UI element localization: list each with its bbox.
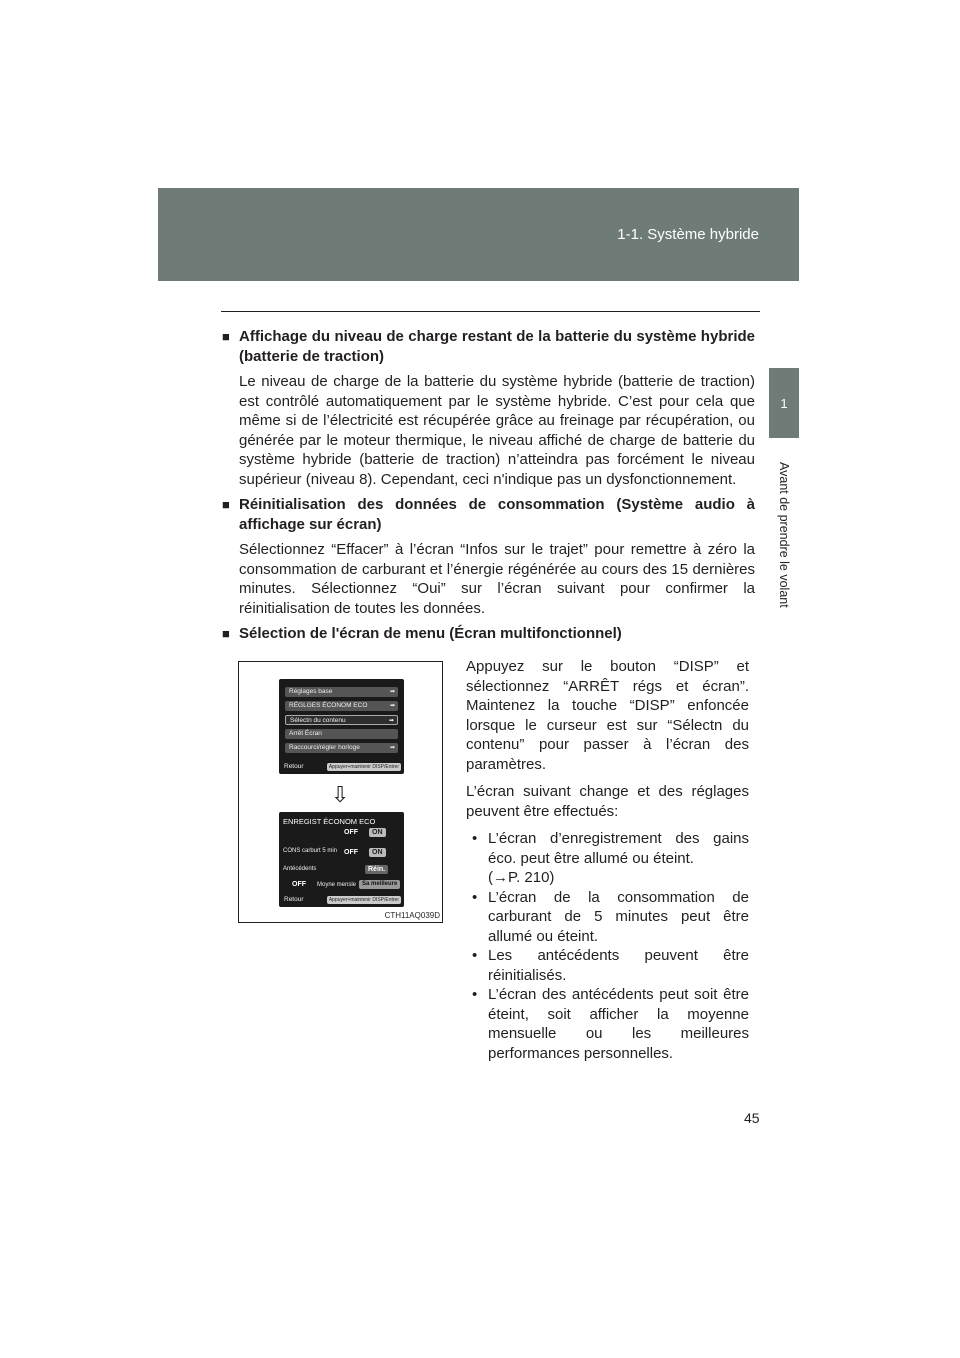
arrow-right-icon: ➡ [388,718,394,724]
square-bullet-icon: ■ [222,497,230,512]
eco-on-chip: ON [369,828,386,837]
fuel-5min-label: CONS carburt 5 min [283,848,338,854]
fuel-on-chip: ON [369,848,386,857]
menu-instructions [466,657,749,1063]
chapter-title: Avant de prendre le volant [777,462,791,608]
menu-screen-figure [238,661,443,923]
section-title: 1-1. Système hybride [617,226,759,243]
section-heading-battery: ■ Affichage du niveau de charge restant de la batterie du système hybride (batterie de traction) [222,328,755,365]
main-content [222,327,755,650]
hold-disp-hint: Appuyer+maintenir DISP/Entrer [328,897,399,903]
down-arrow-icon: ⇩ [331,782,350,807]
arrow-right-icon: ➡ [389,689,395,695]
section-body-reset: Sélectionnez “Effacer” à l’écran “Infos sur le trajet” pour remettre à zéro la consommation de carburant et l’énergie régénérée au cours des 15 dernières minutes. Sélectionnez “Oui” sur l’écran suivant pour confirmer la réinitialisation de toutes les données. [239,541,755,617]
chapter-number-tab: 1 [769,368,799,438]
history-label: Antécédents [283,866,317,872]
settings-menu-screen [279,679,404,774]
eco-off-chip: OFF [344,829,358,836]
list-item: • L’écran d’enregistrement des gains éco. peut être allumé ou éteint. (→P. 210) [466,829,749,888]
square-bullet-icon: ■ [222,329,230,344]
header-band [158,188,799,281]
list-item: • Les antécédents peuvent être réinitialisés. [466,946,749,985]
settings-bullet-list [466,829,749,1063]
menu-item-basic-settings: Réglages base ➡ [285,687,398,697]
arrow-right-icon: ➡ [389,745,395,751]
menu-item-eco-settings: RÉGLGES ÉCONOM ECO ➡ [285,701,398,711]
section-heading-reset: ■ Réinitialisation des données de consommation (Système audio à affichage sur écran) [222,496,755,533]
menu-item-clock-shortcut: Raccourci/régler horloge ➡ [285,743,398,753]
section-body-battery: Le niveau de charge de la batterie du système hybride (batterie de traction) est contrôlé automatiquement par le système hybride. C’est pour cela que même si de l’électricité est récupérée grâce au freinage par récupération, ou générée par le moteur thermique, le niveau affiché de charge de batterie du système hybride (batterie de traction) n’atteindra pas forcément le niveau supérieur (niveau 8). Cependant, ceci n'indique pas un dysfonctionnement. [239,373,755,488]
chapter-title-tab [769,440,799,630]
monthly-average-label: Moyne mensle [317,882,357,888]
square-bullet-icon: ■ [222,626,230,641]
back-label: Retour [284,763,304,770]
history-off-chip: OFF [292,881,306,888]
section-heading-menu: ■ Sélection de l'écran de menu (Écran multifonctionnel) [222,625,622,642]
list-item: • L’écran des antécédents peut soit être éteint, soit afficher la moyenne mensuelle ou les meilleures performances personnelles. [466,985,749,1063]
hold-disp-hint: Appuyer+maintenir DISP/Entrer [328,764,399,770]
back-label: Retour [284,896,304,903]
eco-record-screen [279,812,404,907]
reset-chip: Réin. [365,865,388,874]
menu-item-select-content: Sélectn du contenu ➡ [285,715,398,725]
figure-code: CTH11AQ039D [384,911,440,920]
top-rule [221,311,760,312]
instruction-paragraph-1: Appuyez sur le bouton “DISP” et sélectionnez “ARRÊT régs et écran”. Maintenez la touche “DISP” enfoncée lorsque le curseur est sur “Sélectn du contenu” pour passer à l’écran des paramètres. [466,658,749,773]
eco-record-title: ENREGIST ÉCONOM ECO [283,817,376,826]
arrow-right-icon: ➡ [389,703,395,709]
fuel-off-chip: OFF [344,849,358,856]
list-item: • L’écran de la consommation de carburant de 5 minutes peut être allumé ou éteint. [466,888,749,947]
personal-best-chip: Sa meilleure [359,880,400,889]
page-number: 45 [744,1110,760,1126]
menu-item-screen-off: Arrêt Écran [285,729,398,739]
page-reference: (→P. 210) [488,869,555,886]
instruction-paragraph-2: L’écran suivant change et des réglages peuvent être effectués: [466,783,749,820]
